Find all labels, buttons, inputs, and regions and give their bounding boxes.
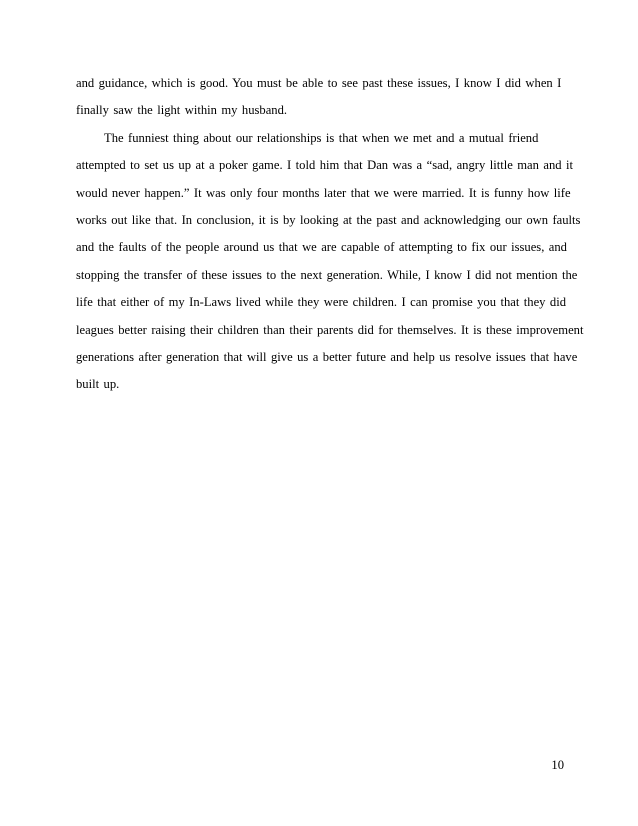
body-text [76,70,584,399]
text-line-paragraph-start: The funniest thing about our relationships is that when we met and a mutual friend [104,130,539,145]
text-line: stopping the transfer of these issues to the next generation. While, I know I did not mention the [76,267,578,282]
text-line: generations after generation that will give us a better future and help us resolve issues that have [76,349,578,364]
page-number: 10 [551,758,564,772]
text-line: finally saw the light within my husband. [76,103,288,118]
text-line: built up. [76,377,120,392]
text-line: leagues better raising their children than their parents did for themselves. It is these improvement [76,322,584,337]
text-line: works out like that. In conclusion, it is by looking at the past and acknowledging our own faults [76,212,581,227]
text-line: and guidance, which is good. You must be able to see past these issues, I know I did when I [76,76,562,90]
text-line: would never happen.” It was only four months later that we were married. It is funny how life [76,185,571,200]
text-line: and the faults of the people around us that we are capable of attempting to fix our issues, and [76,240,567,255]
text-line: life that either of my In-Laws lived while they were children. I can promise you that they did [76,295,567,310]
text-line: attempted to set us up at a poker game. I told him that Dan was a “sad, angry little man and it [76,158,573,173]
